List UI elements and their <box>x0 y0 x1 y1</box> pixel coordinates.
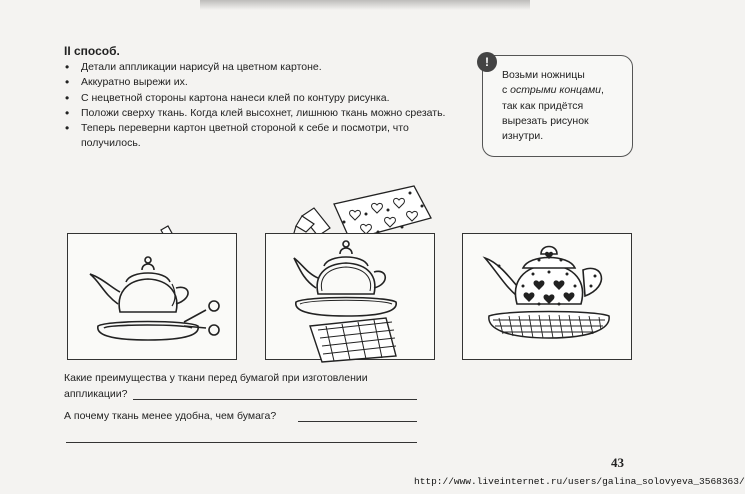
illustration-panel-2 <box>265 233 435 360</box>
illustration-panel-1 <box>67 233 237 360</box>
section-title: II способ. <box>64 44 120 58</box>
instruction-step-3: • С нецветной стороны картона нанеси клей по контуру рисунка. <box>64 91 464 106</box>
tip-line-2: с острыми концами, <box>502 84 604 97</box>
watermark-url: http://www.liveinternet.ru/users/galina_solovyeva_3568363/ <box>414 476 745 487</box>
teapot-drawing-with-pencil-and-scissors <box>68 234 236 359</box>
answer-line-1[interactable] <box>133 399 417 400</box>
tip-line-4: вырезать рисунок <box>502 114 589 127</box>
tip-line-5: изнутри. <box>502 130 544 143</box>
instruction-step-4: • Положи сверху ткань. Когда клей высохнет, лишнюю ткань можно срезать. <box>64 106 464 121</box>
illustration-panel-3 <box>462 233 632 360</box>
question-2: А почему ткань менее удобна, чем бумага? <box>64 410 277 422</box>
instruction-step-2: • Аккуратно вырежи их. <box>64 75 464 90</box>
instruction-step-5: • Теперь переверни картон цветной стороной к себе и посмотри, что получилось. <box>64 121 464 152</box>
teapot-icon <box>485 247 601 305</box>
scissors-icon <box>184 301 219 335</box>
tip-line-3: так как придётся <box>502 99 584 112</box>
exclamation-icon: ! <box>477 52 497 72</box>
instruction-step-1: • Детали аппликации нарисуй на цветном картоне. <box>64 60 464 75</box>
teapot-icon <box>294 241 396 316</box>
page-number: 43 <box>611 455 624 470</box>
teapot-icon <box>119 279 177 312</box>
fabric-icon <box>334 186 431 240</box>
question-1-line-1: Какие преимущества у ткани перед бумагой при изготовлении <box>64 372 368 384</box>
answer-line-3[interactable] <box>66 442 417 443</box>
tip-line-1: Возьми ножницы <box>502 69 585 81</box>
question-1-line-2: аппликации? <box>64 388 128 400</box>
finished-fabric-teapot <box>463 234 631 359</box>
teapot-gluing-fabric <box>266 234 434 359</box>
tip-emphasis: острыми концами <box>510 84 601 97</box>
answer-line-2[interactable] <box>298 421 417 422</box>
